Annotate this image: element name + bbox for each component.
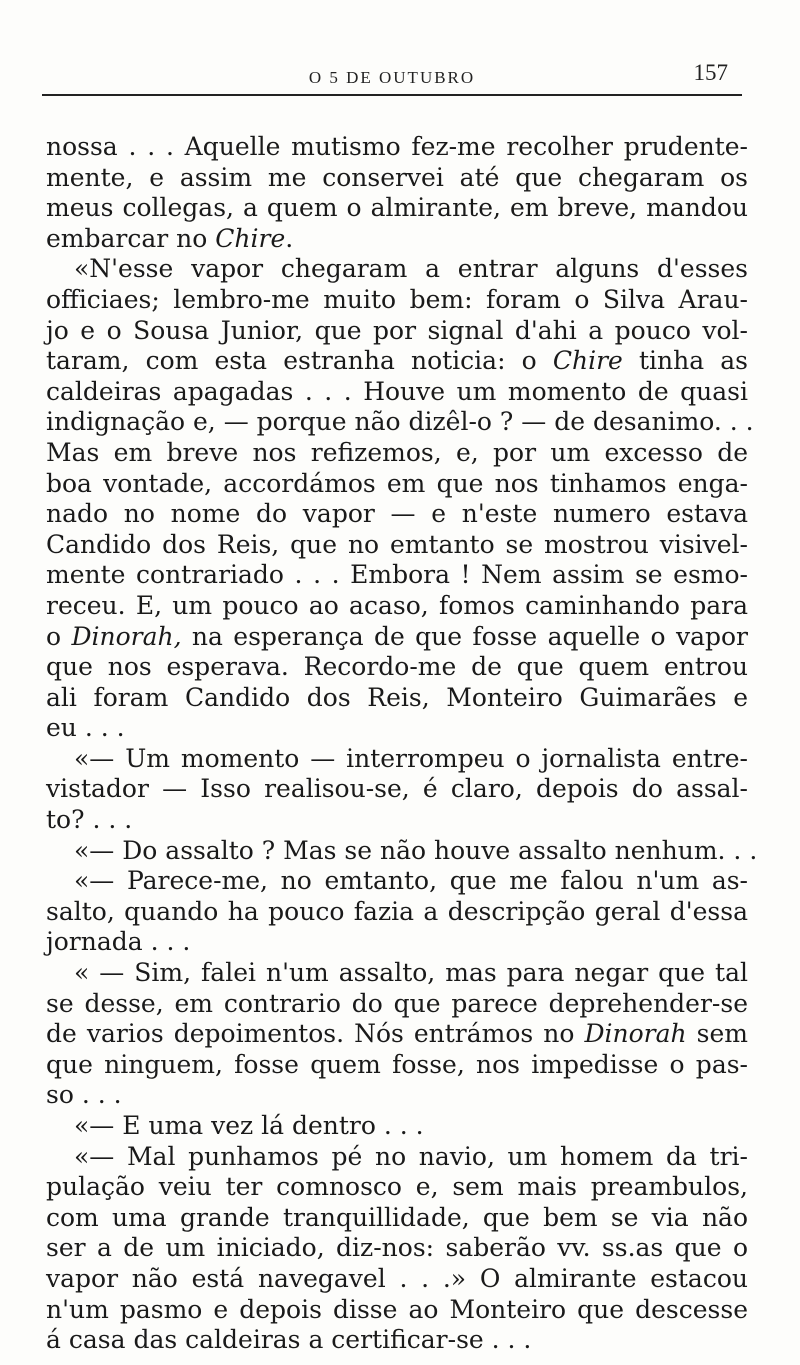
text-span: ser a de um iniciado, diz-nos: saberão vv. ss.as que o (46, 1233, 748, 1263)
page-header (42, 58, 742, 96)
text-span: com uma grande tranquillidade, que bem se via não (46, 1202, 748, 1232)
text-line (46, 958, 748, 989)
text-line (46, 1233, 748, 1264)
text-span: nossa . . . Aquelle mutismo fez-me recolher prudente- (46, 132, 748, 161)
text-span: «— Mal punhamos pé no navio, um homem da tri- (74, 1141, 748, 1171)
text-span: boa vontade, accordámos em que nos tinhamos enga- (46, 468, 748, 498)
text-line (46, 346, 748, 377)
text-span: embarcar no (46, 223, 216, 253)
text-span: Candido dos Reis, que no emtanto se mostrou visivel- (46, 529, 748, 559)
text-line (46, 591, 748, 622)
text-line (46, 407, 754, 438)
text-line (46, 560, 748, 591)
text-line (46, 285, 748, 316)
italic-text: Chire (552, 346, 623, 376)
text-line (46, 713, 748, 744)
text-span: nado no nome do vapor — e n'este numero estava (46, 499, 748, 529)
text-span: meus collegas, a quem o almirante, em breve, mandou (46, 193, 748, 223)
text-span: «— Um momento — interrompeu o jornalista entre- (74, 743, 748, 773)
text-line (46, 1111, 748, 1142)
text-line (46, 866, 748, 897)
text-line (46, 774, 748, 805)
text-span: vapor não está navegavel . . .» O almirante estacou (46, 1263, 748, 1293)
text-line (46, 622, 748, 653)
text-line (46, 1172, 748, 1203)
text-line (46, 1019, 748, 1050)
text-span: jornada . . . (46, 927, 191, 957)
text-span: se desse, em contrario do que parece deprehender-se (46, 988, 748, 1018)
text-line (46, 377, 748, 408)
text-line (46, 1264, 748, 1295)
text-span: que ninguem, fosse quem fosse, nos impedisse o pas- (46, 1049, 748, 1079)
text-span: de varios depoimentos. Nós entrámos no (46, 1019, 585, 1049)
text-span: so . . . (46, 1080, 122, 1110)
text-span: taram, com esta estranha noticia: o (46, 346, 553, 376)
text-span: «— Do assalto ? Mas se não houve assalto nenhum. . . (74, 835, 758, 865)
text-span: que nos esperava. Recordo-me de que quem entrou (46, 652, 748, 682)
text-line (46, 835, 758, 867)
text-span: officiaes; lembro-me muito bem: foram o Silva Arau- (46, 284, 748, 314)
text-span: indignação e, — porque não dizêl-o ? — de desanimo. . . (46, 407, 754, 437)
text-line (46, 1295, 748, 1326)
text-span: n'um pasmo e depois disse ao Monteiro que descesse (46, 1294, 748, 1324)
text-line (46, 897, 748, 928)
text-line (46, 683, 748, 714)
text-line (46, 224, 748, 255)
italic-text: Dinorah (584, 1019, 687, 1049)
text-span: tinha as (622, 346, 748, 376)
text-span: «— Parece-me, no emtanto, que me falou n'um as- (74, 866, 748, 896)
text-line (46, 744, 748, 775)
text-line (46, 1325, 748, 1356)
text-span: na esperança de que fosse aquelle o vapor (181, 621, 749, 651)
text-line (46, 530, 748, 561)
text-span: mente contrariado . . . Embora ! Nem assim se esmo- (46, 560, 748, 590)
text-line (46, 805, 748, 836)
text-span: «N'esse vapor chegaram a entrar alguns d'esses (74, 254, 748, 284)
text-span: pulação veiu ter comnosco e, sem mais preambulos, (46, 1172, 748, 1202)
text-line (46, 163, 748, 194)
text-span: á casa das caldeiras a certificar-se . . . (46, 1325, 532, 1355)
body-text (46, 132, 758, 1356)
text-line (46, 1142, 748, 1173)
text-line (46, 254, 748, 285)
text-span: eu . . . (46, 713, 125, 743)
text-line (46, 132, 748, 163)
text-line (46, 193, 748, 224)
running-title: O 5 DE OUTUBRO (308, 68, 476, 87)
text-span: receu. E, um pouco ao acaso, fomos caminhando para (46, 590, 748, 620)
text-span: mente, e assim me conservei até que chegaram os (46, 162, 748, 192)
text-span: « — Sim, falei n'um assalto, mas para negar que tal (74, 958, 748, 988)
text-span: caldeiras apagadas . . . Houve um momento de quasi (46, 376, 748, 406)
italic-text: Chire (215, 223, 286, 253)
italic-text: Dinorah, (71, 621, 182, 651)
text-span: salto, quando ha pouco fazia a descripção geral d'essa (46, 896, 748, 926)
text-line (46, 1050, 748, 1081)
text-line (46, 989, 748, 1020)
text-line (46, 469, 748, 500)
text-span: vistador — Isso realisou-se, é claro, depois do assal- (46, 774, 748, 804)
text-span: jo e o Sousa Junior, que por signal d'ahi a pouco vol- (46, 315, 748, 345)
text-span: sem (686, 1019, 749, 1049)
page-number: 157 (693, 60, 728, 85)
text-line (46, 316, 748, 347)
text-span: . (285, 223, 294, 253)
text-line (46, 499, 748, 530)
text-span: «— E uma vez lá dentro . . . (74, 1111, 424, 1140)
text-span: Mas em breve nos refizemos, e, por um excesso de (46, 437, 748, 467)
text-span: to? . . . (46, 805, 133, 835)
text-span: o (46, 621, 72, 651)
text-line (46, 927, 748, 958)
text-line (46, 652, 748, 683)
text-line (46, 438, 748, 469)
text-line (46, 1080, 748, 1111)
text-line (46, 1203, 748, 1234)
text-span: ali foram Candido dos Reis, Monteiro Guimarães e (46, 682, 748, 712)
